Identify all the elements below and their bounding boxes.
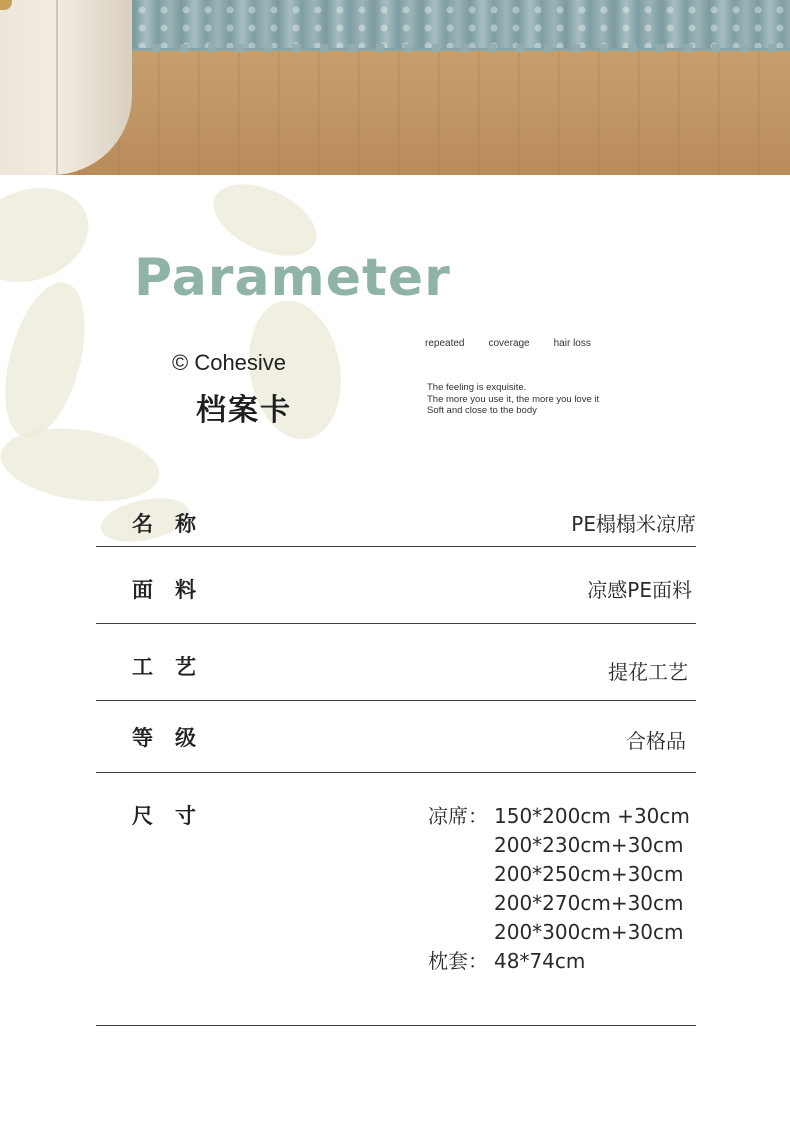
param-label: 等级 <box>132 726 218 750</box>
feature-tags <box>425 338 591 349</box>
param-label: 尺寸 <box>132 804 218 828</box>
size-line <box>428 860 690 889</box>
size-line <box>428 947 690 976</box>
size-line <box>428 831 690 860</box>
param-row-fabric <box>96 546 696 624</box>
tagline <box>427 382 599 417</box>
brand-name: © Cohesive <box>172 350 287 375</box>
param-row-grade <box>96 700 696 773</box>
product-photo-banner <box>0 0 790 175</box>
size-prefix: 枕套： <box>428 949 488 973</box>
size-value: 48*74cm <box>494 949 586 973</box>
size-list <box>428 802 690 976</box>
param-label: 名称 <box>132 512 218 536</box>
param-value: 凉感PE面料 <box>587 578 692 602</box>
param-value: 提花工艺 <box>608 660 688 684</box>
curtain-hem <box>110 44 790 52</box>
param-label: 面料 <box>132 578 218 602</box>
size-value: 200*300cm+30cm <box>494 920 684 944</box>
size-prefix: 凉席： <box>428 804 488 828</box>
param-label: 工艺 <box>132 655 218 679</box>
tagline-line: The feeling is exquisite. <box>427 382 527 393</box>
size-value: 150*200cm +30cm <box>494 804 690 828</box>
param-row-craft <box>96 623 696 701</box>
size-line <box>428 802 690 831</box>
feature-tag: repeated <box>425 338 465 349</box>
brush-stroke-decoration <box>0 274 100 447</box>
size-value: 200*250cm+30cm <box>494 862 684 886</box>
feature-tag: coverage <box>488 338 530 349</box>
size-value: 200*270cm+30cm <box>494 891 684 915</box>
nightstand-seam <box>56 0 58 175</box>
param-value: 合格品 <box>626 729 686 753</box>
parameter-heading: Parameter <box>134 248 451 308</box>
tagline-line: Soft and close to the body <box>427 405 537 416</box>
size-line <box>428 889 690 918</box>
feature-tag: hair loss <box>553 338 591 349</box>
brush-stroke-decoration <box>0 172 102 298</box>
size-value: 200*230cm+30cm <box>494 833 684 857</box>
size-line <box>428 918 690 947</box>
param-row-name <box>96 490 696 547</box>
param-value: PE榻榻米凉席 <box>571 512 696 536</box>
tagline-line: The more you use it, the more you love it <box>427 393 600 405</box>
card-title: 档案卡 <box>196 393 292 428</box>
